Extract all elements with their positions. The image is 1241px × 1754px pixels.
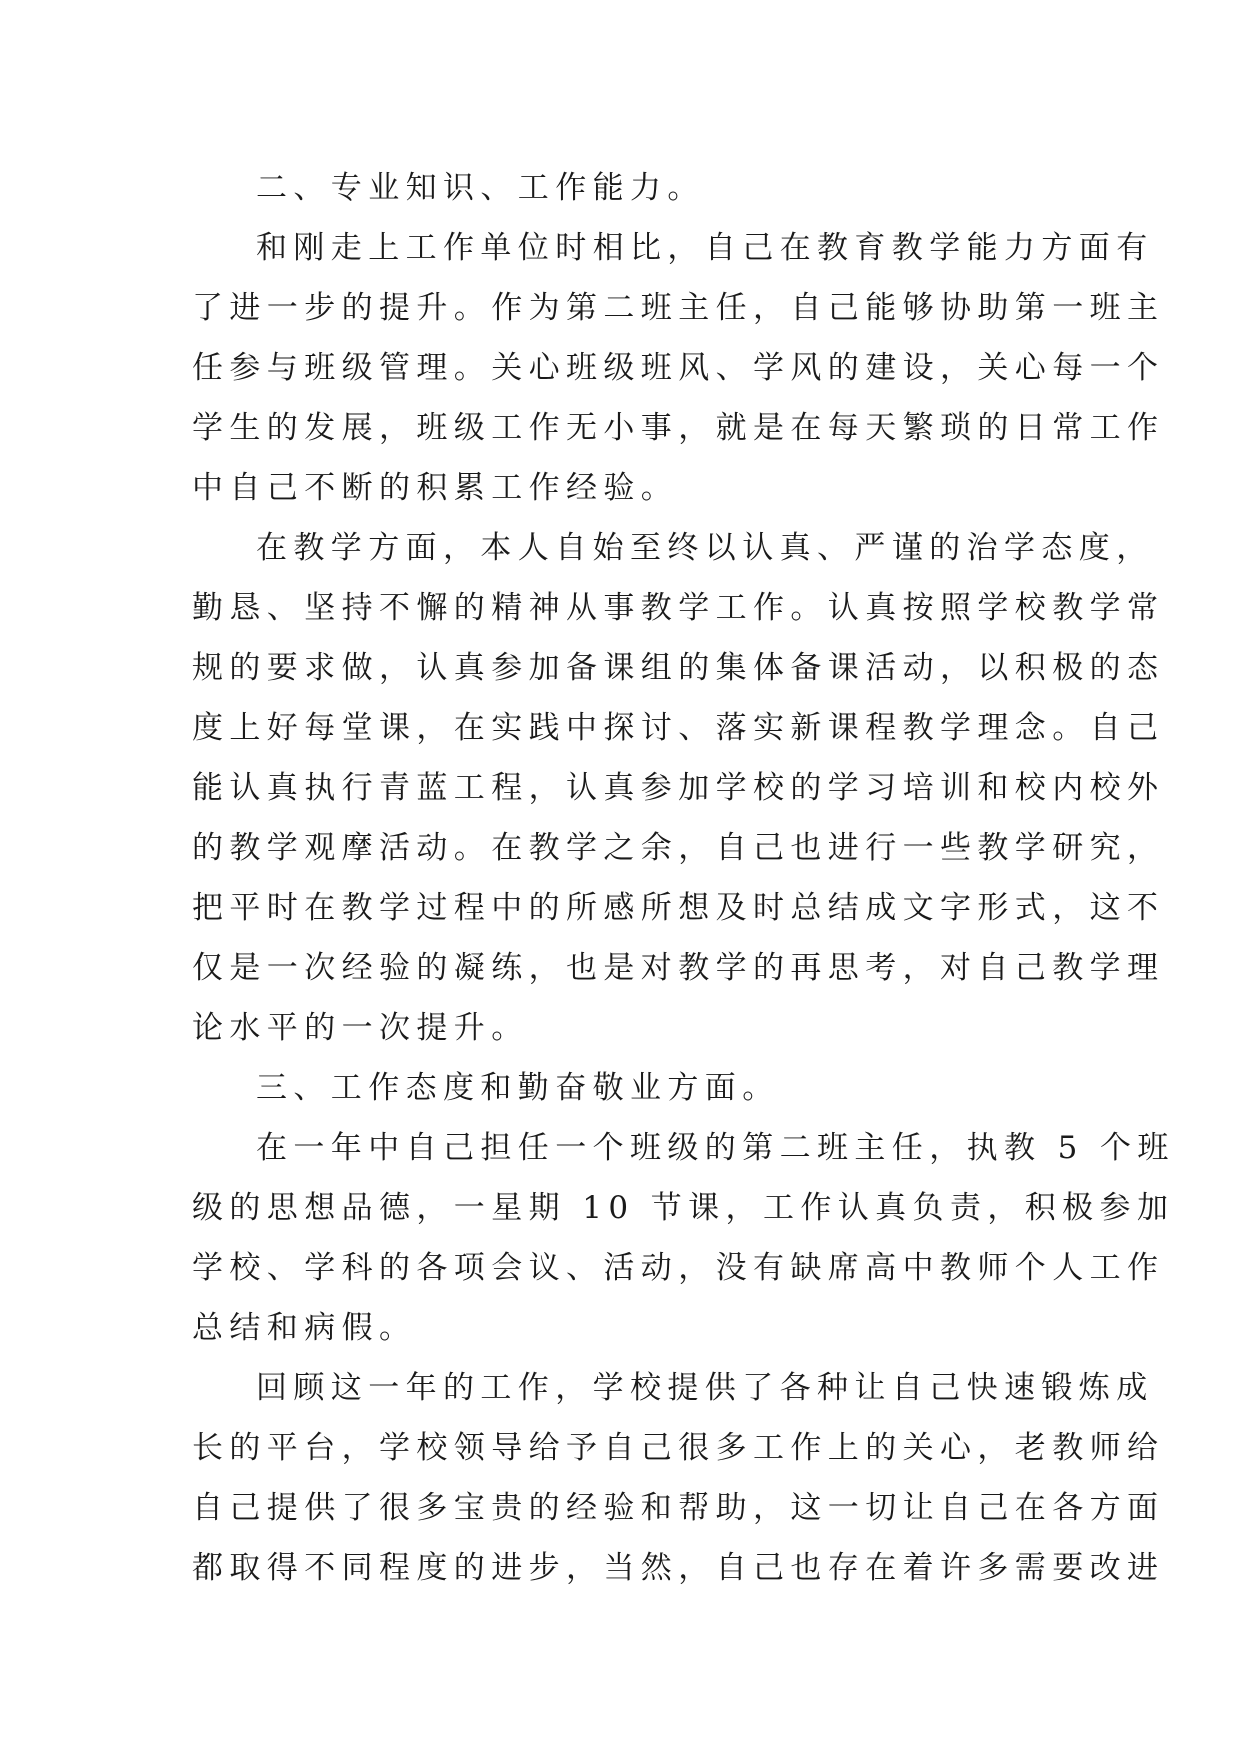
text-line: 的教学观摩活动。在教学之余，自己也进行一些教学研究， [192,830,1165,866]
text-line: 回顾这一年的工作，学校提供了各种让自己快速锻炼成 [256,1370,1154,1406]
text-line: 在一年中自己担任一个班级的第二班主任，执教 5 个班 [256,1130,1175,1166]
text-line: 任参与班级管理。关心班级班风、学风的建设，关心每一个 [192,350,1165,386]
text-line: 学校、学科的各项会议、活动，没有缺席高中教师个人工作 [192,1250,1165,1286]
text-line: 中自己不断的积累工作经验。 [192,470,679,506]
text-line: 级的思想品德，一星期 10 节课，工作认真负责，积极参加 [192,1190,1175,1226]
text-line: 论水平的一次提升。 [192,1010,529,1046]
text-line: 了进一步的提升。作为第二班主任，自己能够协助第一班主 [192,290,1165,326]
text-line: 和刚走上工作单位时相比，自己在教育教学能力方面有 [256,230,1154,266]
text-line: 仅是一次经验的凝练，也是对教学的再思考，对自己教学理 [192,950,1165,986]
text-line: 总结和病假。 [192,1310,417,1346]
text-line: 规的要求做，认真参加备课组的集体备课活动，以积极的态 [192,650,1165,686]
text-line: 把平时在教学过程中的所感所想及时总结成文字形式，这不 [192,890,1165,926]
text-line: 都取得不同程度的进步，当然，自己也存在着许多需要改进 [192,1550,1165,1586]
text-line: 度上好每堂课，在实践中探讨、落实新课程教学理念。自己 [192,710,1165,746]
text-line: 学生的发展，班级工作无小事，就是在每天繁琐的日常工作 [192,410,1165,446]
section-heading-3: 三、工作态度和勤奋敬业方面。 [256,1070,780,1106]
section-heading-2: 二、专业知识、工作能力。 [256,170,705,206]
text-line: 长的平台，学校领导给予自己很多工作上的关心，老教师给 [192,1430,1165,1466]
text-line: 自己提供了很多宝贵的经验和帮助，这一切让自己在各方面 [192,1490,1165,1526]
text-line: 在教学方面，本人自始至终以认真、严谨的治学态度， [256,530,1154,566]
text-line: 能认真执行青蓝工程，认真参加学校的学习培训和校内校外 [192,770,1165,806]
text-line: 勤恳、坚持不懈的精神从事教学工作。认真按照学校教学常 [192,590,1165,626]
